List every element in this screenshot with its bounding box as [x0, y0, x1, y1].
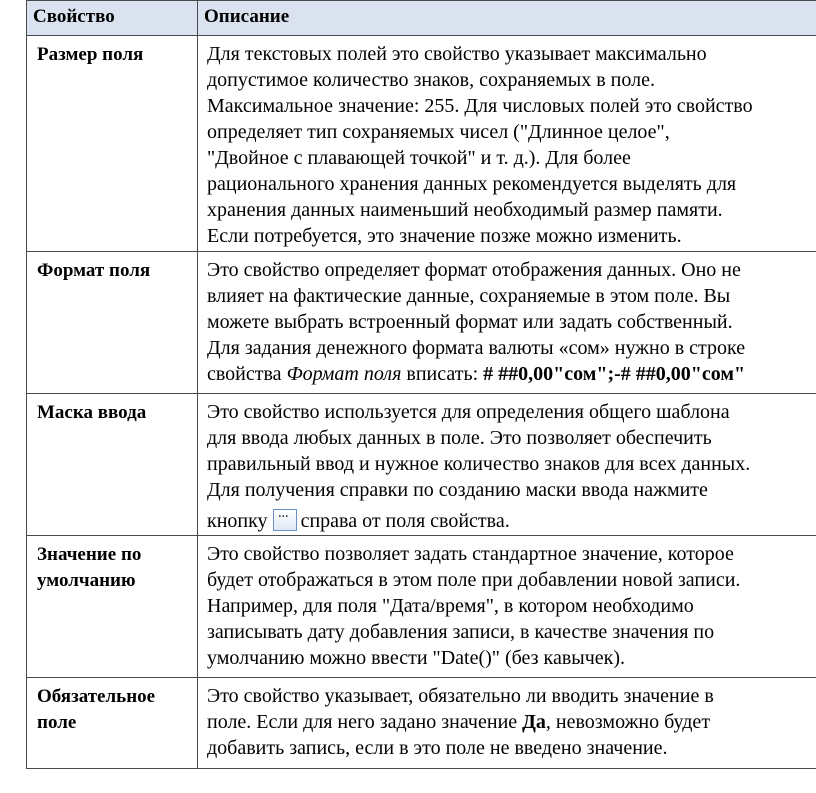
description-line: Это свойство указывает, обязательно ли вводить значение в [207, 685, 714, 707]
text-italic: Формат поля [286, 363, 402, 385]
property-description [198, 678, 816, 769]
text-plain: справа от поля свойства. [300, 510, 510, 532]
description-line: рационального хранения данных рекомендуется выделять для [207, 173, 737, 195]
description-line: Это свойство позволяет задать стандартное значение, которое [207, 543, 734, 565]
properties-table [26, 0, 816, 769]
property-name-line: Значение по [37, 544, 142, 565]
text-plain: кнопку [207, 510, 273, 532]
description-line: Например, для поля "Дата/время", в котором необходимо [207, 595, 694, 617]
description-line: записывать дату добавления записи, в качестве значения по [207, 621, 715, 643]
property-description [198, 394, 816, 536]
table-row [27, 536, 816, 678]
description-line: Это свойство определяет формат отображения данных. Оно не [207, 259, 741, 281]
table-header-row [27, 1, 816, 36]
text-bold: Да [522, 711, 546, 733]
property-description [198, 536, 816, 678]
description-line: Для текстовых полей это свойство указывает максимально [207, 43, 707, 65]
property-name [27, 678, 198, 769]
header-description: Описание [198, 1, 816, 36]
description-line: "Двойное с плавающей точкой" и т. д.). Для более [207, 147, 631, 169]
description-line: определяет тип сохраняемых чисел ("Длинное целое", [207, 121, 670, 143]
table-row [27, 252, 816, 394]
description-line: умолчанию можно ввести "Date()" (без кавычек). [207, 647, 626, 669]
property-name-line: Обязательное [37, 686, 156, 707]
description-line: допустимое количество знаков, сохраняемых в поле. [207, 69, 655, 91]
format-code: # ##0,00"сом";-# ##0,00"сом" [483, 363, 746, 385]
property-description [198, 36, 816, 252]
property-name-line: поле [37, 712, 77, 733]
description-line [207, 508, 816, 534]
description-line: Для получения справки по созданию маски ввода нажмите [207, 479, 708, 501]
property-name: Формат поля [27, 252, 198, 394]
header-property: Свойство [27, 1, 198, 36]
table-row [27, 394, 816, 536]
description-line: Это свойство используется для определения общего шаблона [207, 401, 730, 423]
description-line [207, 709, 816, 735]
property-name: Размер поля [27, 36, 198, 252]
build-button-icon [273, 509, 297, 531]
description-line: будет отображаться в этом поле при добавлении новой записи. [207, 569, 741, 591]
text-plain: поле. Если для него задано значение [207, 711, 523, 733]
description-line: Максимальное значение: 255. Для числовых полей это свойство [207, 95, 753, 117]
table-row [27, 678, 816, 769]
property-name: Маска ввода [27, 394, 198, 536]
description-line: Если потребуется, это значение позже можно изменить. [207, 225, 682, 247]
description-line [207, 361, 816, 387]
description-line: правильный ввод и нужное количество знаков для всех данных. [207, 453, 751, 475]
property-name [27, 536, 198, 678]
table-row [27, 36, 816, 252]
description-line: Для задания денежного формата валюты «сом» нужно в строке [207, 337, 746, 359]
description-line: влияет на фактические данные, сохраняемые в этом поле. Вы [207, 285, 731, 307]
text-plain: свойства [207, 363, 287, 385]
text-plain: вписать: [401, 363, 484, 385]
description-line: можете выбрать встроенный формат или задать собственный. [207, 311, 733, 333]
description-line: хранения данных наименьший необходимый размер памяти. [207, 199, 723, 221]
text-plain: , невозможно будет [545, 711, 711, 733]
property-description [198, 252, 816, 394]
description-line: для ввода любых данных в поле. Это позволяет обеспечить [207, 427, 712, 449]
description-line: добавить запись, если в это поле не введено значение. [207, 737, 668, 759]
property-name-line: умолчанию [37, 570, 136, 591]
